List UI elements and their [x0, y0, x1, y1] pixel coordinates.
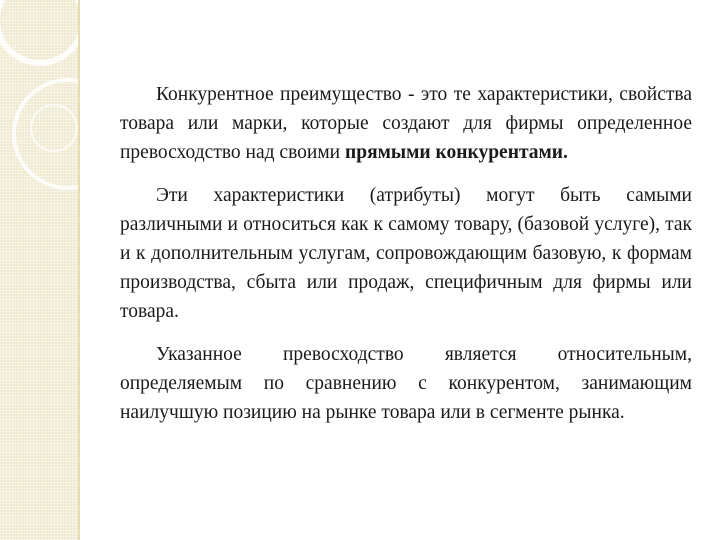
paragraph-text: Указанное превосходство является относительным, определяемым по сравнению с конкурентом, занимающим наилучшую позицию на рынке товара или в сегменте рынка.: [120, 344, 692, 423]
band-divider: [78, 0, 80, 540]
paragraph-attributes: [120, 181, 692, 326]
paragraph-text: Конкурентное преимущество - это те характеристики, свойства товара или марки, которые создают для фирмы определенное превосходство над своими: [120, 84, 692, 163]
decorative-side-band: [0, 0, 80, 540]
slide-text-body: [120, 80, 692, 441]
paragraph-text: Эти характеристики (атрибуты) могут быть самыми различными и относиться как к самому товару, (базовой услуге), так и к дополнительным услугам, сопровождающим базовую, к формам производства, сбыта или продаж, специфичным для фирмы или товара.: [120, 185, 692, 322]
paragraph-competitive-advantage: [120, 80, 692, 167]
bold-emphasis: прямыми конкурентами.: [345, 142, 568, 163]
paragraph-relative-superiority: [120, 340, 692, 427]
decorative-circle-icon: [0, 0, 80, 66]
decorative-circle-icon: [30, 104, 78, 152]
